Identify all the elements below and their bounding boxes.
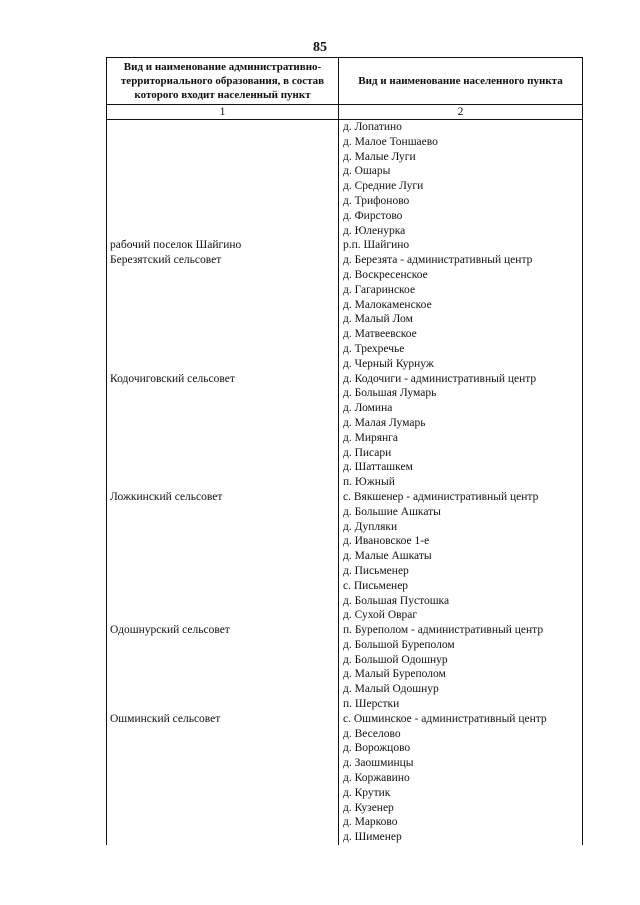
settlement-cell: д. Марково: [339, 815, 583, 830]
table-row: [107, 801, 583, 816]
settlement-cell: д. Малые Ашкаты: [339, 549, 583, 564]
table-row: [107, 682, 583, 697]
settlement-cell: д. Сухой Овраг: [339, 608, 583, 623]
table-row: [107, 164, 583, 179]
admin-unit-cell: [107, 357, 339, 372]
admin-unit-cell: [107, 298, 339, 313]
admin-unit-cell: [107, 312, 339, 327]
settlement-cell: д. Малокаменское: [339, 298, 583, 313]
settlement-cell: д. Веселово: [339, 727, 583, 742]
admin-unit-cell: [107, 179, 339, 194]
admin-unit-cell: [107, 756, 339, 771]
admin-unit-cell: [107, 534, 339, 549]
settlement-cell: д. Ворожцово: [339, 741, 583, 756]
admin-unit-cell: [107, 638, 339, 653]
table-body: [107, 120, 583, 846]
settlement-cell: д. Гагаринское: [339, 283, 583, 298]
settlement-cell: д. Малое Тоншаево: [339, 135, 583, 150]
admin-unit-cell: [107, 786, 339, 801]
admin-unit-cell: [107, 682, 339, 697]
admin-unit-cell: [107, 401, 339, 416]
table-row: [107, 431, 583, 446]
table-row: [107, 268, 583, 283]
admin-unit-cell: [107, 594, 339, 609]
admin-unit-cell: [107, 135, 339, 150]
settlement-cell: д. Малая Лумарь: [339, 416, 583, 431]
table-row: [107, 771, 583, 786]
settlement-cell: д. Малый Буреполом: [339, 667, 583, 682]
table-row: [107, 238, 583, 253]
settlement-cell: с. Письменер: [339, 579, 583, 594]
settlement-cell: д. Большая Лумарь: [339, 386, 583, 401]
column-header-unit: Вид и наименование административно-территориального образования, в состав которого входит населенный пункт: [107, 58, 339, 105]
table-row: [107, 786, 583, 801]
admin-unit-cell: [107, 283, 339, 298]
settlement-cell: п. Южный: [339, 475, 583, 490]
admin-unit-cell: [107, 416, 339, 431]
table-row: [107, 697, 583, 712]
table-row: [107, 608, 583, 623]
table-row: [107, 135, 583, 150]
table-row: [107, 416, 583, 431]
admin-unit-cell: Кодочиговский сельсовет: [107, 372, 339, 387]
settlement-cell: д. Большая Пустошка: [339, 594, 583, 609]
table-row: [107, 150, 583, 165]
settlement-cell: д. Письменер: [339, 564, 583, 579]
admin-unit-cell: [107, 667, 339, 682]
table-row: [107, 505, 583, 520]
settlement-cell: д. Березята - административный центр: [339, 253, 583, 268]
settlement-cell: д. Ошары: [339, 164, 583, 179]
admin-unit-cell: [107, 446, 339, 461]
table-row: [107, 520, 583, 535]
settlement-cell: д. Шатташкем: [339, 460, 583, 475]
settlement-cell: п. Буреполом - административный центр: [339, 623, 583, 638]
settlement-cell: д. Писари: [339, 446, 583, 461]
table-row: [107, 372, 583, 387]
settlement-cell: д. Юленурка: [339, 224, 583, 239]
admin-unit-cell: [107, 653, 339, 668]
settlement-cell: д. Трифоново: [339, 194, 583, 209]
table-row: [107, 194, 583, 209]
table-row: [107, 224, 583, 239]
admin-unit-cell: [107, 342, 339, 357]
admin-unit-cell: [107, 697, 339, 712]
admin-unit-cell: [107, 475, 339, 490]
settlement-cell: д. Мирянга: [339, 431, 583, 446]
table-row: [107, 653, 583, 668]
admin-unit-cell: Одошнурский сельсовет: [107, 623, 339, 638]
admin-unit-cell: [107, 327, 339, 342]
table-row: [107, 830, 583, 845]
page-number: 85: [313, 40, 327, 55]
admin-unit-cell: [107, 727, 339, 742]
table-row: [107, 727, 583, 742]
admin-unit-cell: [107, 608, 339, 623]
settlement-cell: д. Трехречье: [339, 342, 583, 357]
admin-unit-cell: [107, 549, 339, 564]
column-header-settlement: Вид и наименование населенного пункта: [339, 58, 583, 105]
admin-unit-cell: [107, 801, 339, 816]
settlement-cell: д. Фирстово: [339, 209, 583, 224]
settlement-cell: д. Черный Курнуж: [339, 357, 583, 372]
admin-unit-cell: [107, 194, 339, 209]
admin-unit-cell: Березятский сельсовет: [107, 253, 339, 268]
admin-unit-cell: [107, 505, 339, 520]
settlement-cell: д. Ломина: [339, 401, 583, 416]
settlement-cell: с. Ошминское - административный центр: [339, 712, 583, 727]
settlement-cell: д. Большой Одошнур: [339, 653, 583, 668]
admin-unit-cell: [107, 564, 339, 579]
admin-unit-cell: [107, 579, 339, 594]
table-row: [107, 594, 583, 609]
settlement-cell: д. Большой Буреполом: [339, 638, 583, 653]
table-row: [107, 179, 583, 194]
settlement-cell: д. Кузенер: [339, 801, 583, 816]
admin-unit-cell: [107, 268, 339, 283]
settlement-cell: д. Дупляки: [339, 520, 583, 535]
admin-unit-cell: [107, 120, 339, 135]
admin-unit-cell: Ложкинский сельсовет: [107, 490, 339, 505]
admin-unit-cell: [107, 520, 339, 535]
settlement-cell: д. Воскресенское: [339, 268, 583, 283]
table-row: [107, 312, 583, 327]
settlement-cell: д. Малые Луги: [339, 150, 583, 165]
table-row: [107, 712, 583, 727]
settlement-cell: д. Малый Лом: [339, 312, 583, 327]
admin-unit-cell: Ошминский сельсовет: [107, 712, 339, 727]
table-row: [107, 209, 583, 224]
table-row: [107, 446, 583, 461]
settlement-cell: д. Лопатино: [339, 120, 583, 135]
table-row: [107, 283, 583, 298]
table-row: [107, 298, 583, 313]
settlement-cell: д. Шименер: [339, 830, 583, 845]
table-row: [107, 475, 583, 490]
table-row: [107, 357, 583, 372]
table-row: [107, 253, 583, 268]
admin-unit-cell: [107, 741, 339, 756]
table-row: [107, 564, 583, 579]
table-row: [107, 756, 583, 771]
admin-unit-cell: [107, 209, 339, 224]
table-row: [107, 342, 583, 357]
table-row: [107, 120, 583, 135]
admin-unit-cell: рабочий поселок Шайгино: [107, 238, 339, 253]
settlement-cell: д. Матвеевское: [339, 327, 583, 342]
settlement-cell: д. Кодочиги - административный центр: [339, 372, 583, 387]
admin-unit-cell: [107, 815, 339, 830]
table-row: [107, 549, 583, 564]
settlement-cell: д. Крутик: [339, 786, 583, 801]
admin-unit-cell: [107, 386, 339, 401]
table-row: [107, 490, 583, 505]
column-number-1: 1: [107, 105, 339, 120]
table-row: [107, 815, 583, 830]
settlement-cell: д. Коржавино: [339, 771, 583, 786]
settlement-cell: д. Большие Ашкаты: [339, 505, 583, 520]
table-row: [107, 460, 583, 475]
settlement-cell: д. Ивановское 1-е: [339, 534, 583, 549]
table-row: [107, 741, 583, 756]
admin-unit-cell: [107, 830, 339, 845]
admin-unit-cell: [107, 771, 339, 786]
table-row: [107, 579, 583, 594]
admin-unit-cell: [107, 150, 339, 165]
admin-unit-cell: [107, 164, 339, 179]
settlement-cell: р.п. Шайгино: [339, 238, 583, 253]
table-row: [107, 327, 583, 342]
table-row: [107, 623, 583, 638]
settlement-cell: п. Шерстки: [339, 697, 583, 712]
settlement-cell: д. Заошминцы: [339, 756, 583, 771]
settlement-cell: д. Средние Луги: [339, 179, 583, 194]
table-row: [107, 667, 583, 682]
table-row: [107, 534, 583, 549]
admin-unit-cell: [107, 460, 339, 475]
column-number-2: 2: [339, 105, 583, 120]
settlements-table: [106, 57, 583, 845]
table-row: [107, 638, 583, 653]
settlement-cell: д. Малый Одошнур: [339, 682, 583, 697]
table-row: [107, 386, 583, 401]
settlement-cell: с. Вякшенер - административный центр: [339, 490, 583, 505]
table-row: [107, 401, 583, 416]
admin-unit-cell: [107, 224, 339, 239]
admin-unit-cell: [107, 431, 339, 446]
